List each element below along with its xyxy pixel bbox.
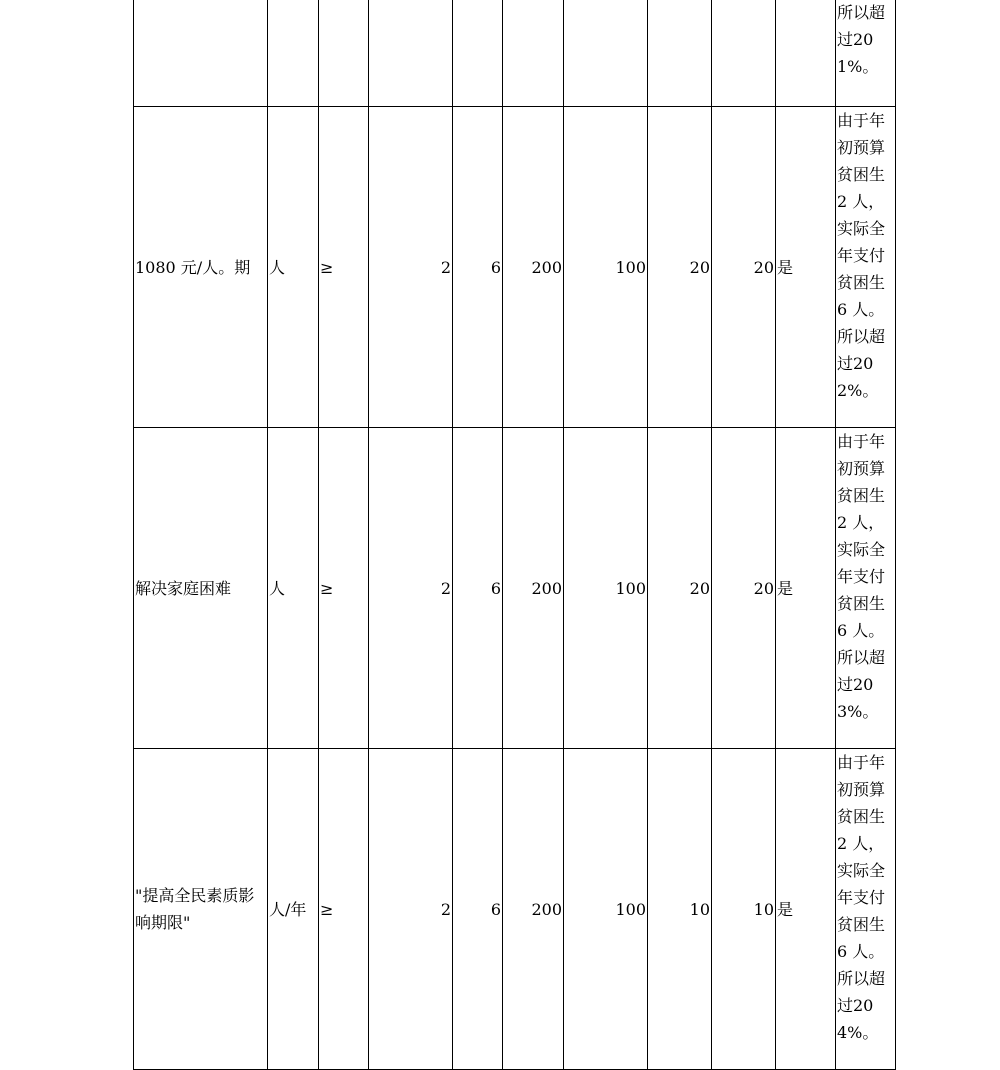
value-cell bbox=[712, 0, 776, 107]
unit-cell: 人 bbox=[268, 107, 319, 428]
value-cell: 20 bbox=[712, 107, 776, 428]
value-cell: 2 bbox=[369, 107, 453, 428]
operator-cell bbox=[319, 0, 369, 107]
indicator-cell: 解决家庭困难 bbox=[134, 428, 268, 749]
unit-cell bbox=[268, 0, 319, 107]
note-cell: 由于年初预算贫困生2 人，实际全年支付贫困生6 人。所以超过204%。 bbox=[836, 749, 896, 1070]
value-cell: 20 bbox=[648, 428, 712, 749]
value-cell bbox=[453, 0, 503, 107]
operator-cell: ≥ bbox=[319, 107, 369, 428]
value-cell: 10 bbox=[712, 749, 776, 1070]
operator-cell: ≥ bbox=[319, 428, 369, 749]
value-cell: 2 bbox=[369, 749, 453, 1070]
table-row bbox=[134, 749, 896, 1070]
value-cell bbox=[503, 0, 564, 107]
value-cell: 6 bbox=[453, 107, 503, 428]
value-cell: 6 bbox=[453, 749, 503, 1070]
value-cell: 200 bbox=[503, 749, 564, 1070]
value-cell bbox=[369, 0, 453, 107]
unit-cell: 人/年 bbox=[268, 749, 319, 1070]
value-cell: 100 bbox=[564, 107, 648, 428]
table-row bbox=[134, 0, 896, 107]
value-cell: 20 bbox=[648, 107, 712, 428]
value-cell: 200 bbox=[503, 107, 564, 428]
indicator-cell: 1080 元/人。期 bbox=[134, 107, 268, 428]
value-cell bbox=[648, 0, 712, 107]
value-cell: 6 bbox=[453, 428, 503, 749]
note-cell: 由于年初预算贫困生2 人，实际全年支付贫困生6 人。所以超过202%。 bbox=[836, 107, 896, 428]
flag-cell: 是 bbox=[776, 107, 836, 428]
table-row bbox=[134, 107, 896, 428]
indicator-cell bbox=[134, 0, 268, 107]
table-row bbox=[134, 428, 896, 749]
value-cell: 100 bbox=[564, 428, 648, 749]
flag-cell: 是 bbox=[776, 428, 836, 749]
note-cell: 由于年初预算贫困生2 人，实际全年支付贫困生6 人。所以超过203%。 bbox=[836, 428, 896, 749]
indicator-cell: "提高全民素质影响期限" bbox=[134, 749, 268, 1070]
unit-cell: 人 bbox=[268, 428, 319, 749]
note-cell: 所以超过201%。 bbox=[836, 0, 896, 107]
value-cell: 100 bbox=[564, 749, 648, 1070]
flag-cell: 是 bbox=[776, 749, 836, 1070]
performance-table bbox=[133, 0, 896, 1070]
flag-cell bbox=[776, 0, 836, 107]
value-cell: 10 bbox=[648, 749, 712, 1070]
operator-cell: ≥ bbox=[319, 749, 369, 1070]
value-cell bbox=[564, 0, 648, 107]
value-cell: 20 bbox=[712, 428, 776, 749]
value-cell: 200 bbox=[503, 428, 564, 749]
value-cell: 2 bbox=[369, 428, 453, 749]
